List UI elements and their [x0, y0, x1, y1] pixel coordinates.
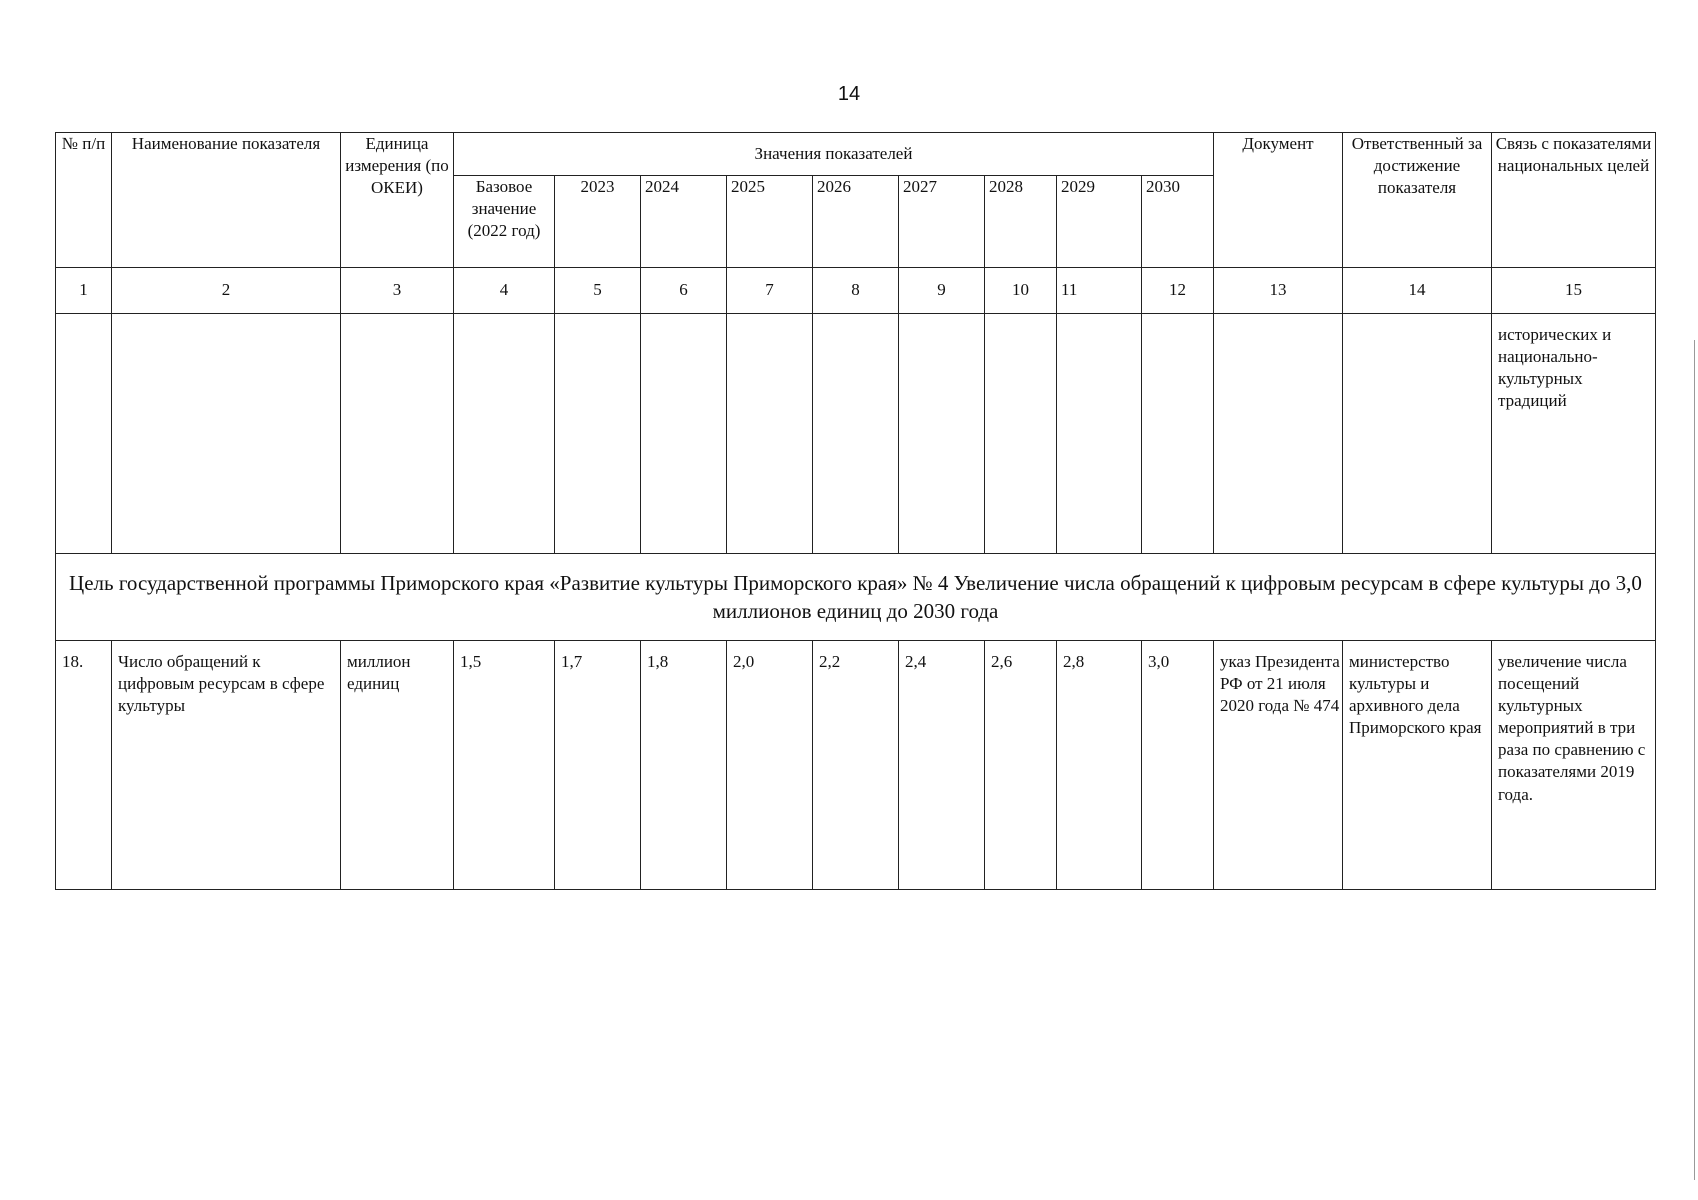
scan-edge-line — [1694, 340, 1695, 1180]
responsible-body: министерство культуры и архивного дела Приморского края — [1343, 641, 1492, 890]
base-value: 1,5 — [454, 641, 555, 890]
row-number: 18. — [56, 641, 112, 890]
column-number: 3 — [341, 268, 454, 314]
value-2027: 2,4 — [899, 641, 985, 890]
value-2023: 1,7 — [555, 641, 641, 890]
header-year-2027: 2027 — [899, 176, 985, 268]
value-2024: 1,8 — [641, 641, 727, 890]
header-document: Документ — [1214, 133, 1343, 268]
column-number: 6 — [641, 268, 727, 314]
header-year-2028: 2028 — [985, 176, 1057, 268]
header-unit: Единица измерения (по ОКЕИ) — [341, 133, 454, 268]
empty-cell — [899, 314, 985, 554]
table-row — [56, 641, 1656, 890]
column-number: 2 — [112, 268, 341, 314]
indicator-name: Число обращений к цифровым ресурсам в сфере культуры — [112, 641, 341, 890]
header-year-2025: 2025 — [727, 176, 813, 268]
empty-cell — [1214, 314, 1343, 554]
column-number: 10 — [985, 268, 1057, 314]
column-number: 15 — [1492, 268, 1656, 314]
header-base: Базовое значение (2022 год) — [454, 176, 555, 268]
header-row-1 — [56, 133, 1656, 176]
empty-cell — [112, 314, 341, 554]
value-2026: 2,2 — [813, 641, 899, 890]
empty-cell — [727, 314, 813, 554]
unit-of-measure: миллион единиц — [341, 641, 454, 890]
column-number: 13 — [1214, 268, 1343, 314]
header-name: Наименование показателя — [112, 133, 341, 268]
column-number: 14 — [1343, 268, 1492, 314]
column-number: 8 — [813, 268, 899, 314]
empty-cell — [56, 314, 112, 554]
header-year-2029: 2029 — [1057, 176, 1142, 268]
column-number: 5 — [555, 268, 641, 314]
header-values-group: Значения показателей — [454, 133, 1214, 176]
column-number: 12 — [1142, 268, 1214, 314]
empty-cell — [1142, 314, 1214, 554]
indicators-table — [55, 132, 1656, 890]
header-year-2030: 2030 — [1142, 176, 1214, 268]
empty-cell — [1343, 314, 1492, 554]
column-number: 11 — [1057, 268, 1142, 314]
header-responsible: Ответственный за достижение показателя — [1343, 133, 1492, 268]
empty-cell — [341, 314, 454, 554]
value-2025: 2,0 — [727, 641, 813, 890]
column-number: 1 — [56, 268, 112, 314]
national-goal-link: увеличение числа посещений культурных мероприятий в три раза по сравнению с показателями 2019 года. — [1492, 641, 1656, 890]
empty-cell — [985, 314, 1057, 554]
column-number-row — [56, 268, 1656, 314]
empty-cell — [454, 314, 555, 554]
empty-cell — [555, 314, 641, 554]
empty-cell — [813, 314, 899, 554]
header-year-2024: 2024 — [641, 176, 727, 268]
header-year-2026: 2026 — [813, 176, 899, 268]
program-goal: Цель государственной программы Приморского края «Развитие культуры Приморского края» № 4 Увеличение числа обращений к цифровым ресурсам в сфере культуры до 3,0 миллионов единиц до 2030 года — [56, 554, 1656, 641]
empty-cell — [1057, 314, 1142, 554]
value-2030: 3,0 — [1142, 641, 1214, 890]
value-2028: 2,6 — [985, 641, 1057, 890]
goal-row — [56, 554, 1656, 641]
column-number: 7 — [727, 268, 813, 314]
column-number: 4 — [454, 268, 555, 314]
header-year-2023: 2023 — [555, 176, 641, 268]
value-2029: 2,8 — [1057, 641, 1142, 890]
header-num: № п/п — [56, 133, 112, 268]
continuation-link-cell: исторических и национально-культурных традиций — [1492, 314, 1656, 554]
page-number: 14 — [837, 83, 861, 105]
header-link: Связь с показателями национальных целей — [1492, 133, 1656, 268]
empty-cell — [641, 314, 727, 554]
column-number: 9 — [899, 268, 985, 314]
document-reference: указ Президента РФ от 21 июля 2020 года № 474 — [1214, 641, 1343, 890]
continuation-row — [56, 314, 1656, 554]
